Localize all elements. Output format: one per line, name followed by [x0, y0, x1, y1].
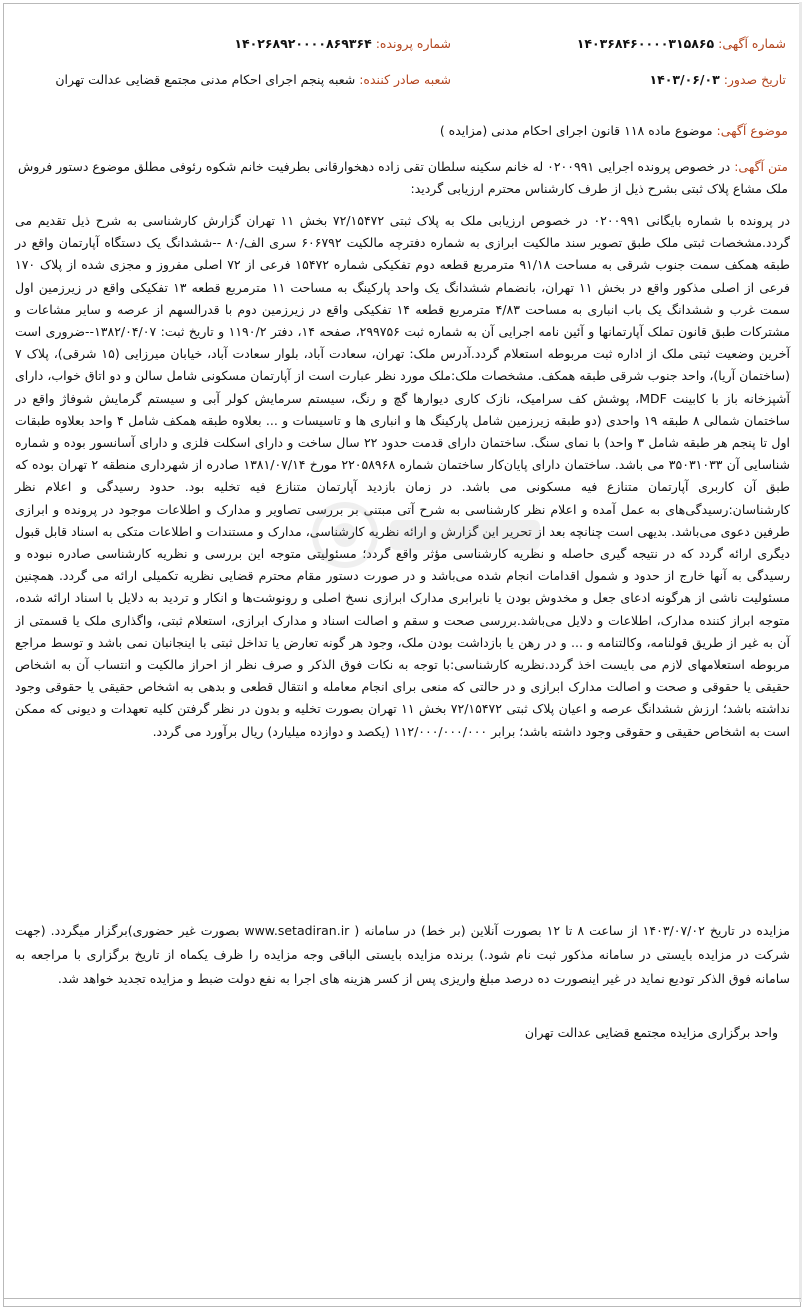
- ad-number-label: شماره آگهی:: [718, 36, 786, 51]
- case-number-row: [234, 36, 451, 51]
- ad-intro: [18, 156, 788, 200]
- issuer-row: [55, 72, 451, 87]
- ad-number-value: ۱۴۰۳۶۸۴۶۰۰۰۰۳۱۵۸۶۵: [576, 36, 715, 51]
- issuer-label: شعبه صادر کننده:: [359, 72, 451, 87]
- scroll-track: [799, 2, 802, 1302]
- issuer-value: شعبه پنجم اجرای احکام مدنی مجتمع قضایی عدالت تهران: [55, 72, 356, 87]
- subject-label: موضوع آگهی:: [716, 123, 788, 138]
- ad-number-row: [577, 36, 786, 51]
- organizer-signature: واحد برگزاری مزایده مجتمع قضایی عدالت تهران: [524, 1025, 778, 1040]
- ad-text-content: در خصوص پرونده اجرایی ۰۲۰۰۹۹۱ له خانم سکینه سلطان تقی زاده دهخوارقانی بطرفیت خانم شکوه رئوفی مطلق موضوع دستور فروش ملک مشاع پلاک ثبتی بشرح ذیل از طرف کارشناس محترم ارزیابی گردید:: [18, 159, 788, 196]
- issue-date-row: [650, 72, 786, 87]
- issue-date-label: تاریخ صدور:: [723, 72, 786, 87]
- ad-text-label: متن آگهی:: [734, 159, 788, 174]
- auction-details-text: مزایده در تاریخ ۱۴۰۳/۰۷/۰۲ از ساعت ۸ تا ۱۲ بصورت آنلاین (بر خط) در سامانه ( www.setadiran.ir بصورت غیر حضوری)برگزار میگردد. (جهت شرکت در مزایده بایستی در سامانه مذکور ثبت نام شود.) برنده مزایده بایستی الباقی وجه مزایده را ظرف یکماه از تاریخ برگزاری با مراجعه به سامانه فوق الذکر تودیع نماید در غیر اینصورت ده درصد مبلغ واریزی پس از کسر هزینه های اجرا به نفع دولت ضبط و مزایده تجدید خواهد شد.: [15, 923, 790, 986]
- issue-date-value: ۱۴۰۳/۰۶/۰۳: [649, 72, 720, 87]
- bottom-divider: [3, 1298, 801, 1299]
- subject-text: موضوع ماده ۱۱۸ قانون اجرای احکام مدنی (مزایده ): [439, 123, 713, 138]
- ad-subject: [440, 123, 788, 138]
- ad-header: [18, 32, 796, 102]
- case-number-label: شماره پرونده:: [375, 36, 451, 51]
- case-number-value: ۱۴۰۲۶۸۹۲۰۰۰۰۸۶۹۳۶۴: [234, 36, 372, 51]
- expert-report-text: در پرونده با شماره بایگانی ۰۲۰۰۹۹۱ در خصوص ارزیابی ملک به پلاک ثبتی ۷۲/۱۵۴۷۲ بخش ۱۱ تهران گزارش کارشناسی به شرح ذیل تقدیم می گردد.مشخصات ثبتی ملک طبق تصویر سند مالکیت ابرازی به شماره دفترچه مالکیت ۶۰۶۷۹۲ سری الف/۸۰ --ششدانگ یک دستگاه آپارتمان واقع در طبقه همکف سمت جنوب شرقی به مساحت ۹۱/۱۸ مترمربع قطعه دوم تفکیکی شماره ۱۵۴۷۲ فرعی از ۷۲ اصلی مفروز و مجزی شده از پلاک ۱۷۰ فرعی از اصلی مذکور واقع در بخش ۱۱ تهران، بانضمام ششدانگ یک واحد پارکینگ به مساحت ۱۱ مترمربع قطعه ۱۳ تفکیکی واقع در زیرزمین اول سمت غرب و ششدانگ یک باب انباری به مساحت ۴/۸۳ مترمربع قطعه ۱۴ تفکیکی واقع در زیرزمین دوم با قدرالسهم از عرصه و سایر مشاعات و مشترکات طبق قانون تملک آپارتمانها و آئین نامه اجرایی آن به شماره ثبت ۲۹۹۷۵۶، صفحه ۱۴، دفتر ۱۱۹۰/۲ و تاریخ ثبت: ۱۳۸۲/۰۴/۰۷--ضروری است آخرین وضعیت ثبتی ملک از اداره ثبت مربوطه استعلام گردد.آدرس ملک: تهران، سعادت آباد، بلوار سعادت آباد، خیابان میرزایی (۱۵ شرقی)، پلاک ۷ (ساختمان آریا)، واحد جنوب شرقی طبقه همکف. مشخصات ملک:ملک مورد نظر عبارت است از آپارتمان مسکونی شامل سالن و دو اتاق خواب، دارای آشپزخانه باز با کابینت MDF، پوشش کف سرامیک، نازک کاری دیوارها گچ و رنگ، سیستم سرمایش کولر آبی و سیستم گرمایش شوفاژ واقع در ساختمان شمالی ۸ طبقه ۱۹ واحدی (دو طبقه زیرزمین شامل پارکینگ ها و انباری ها و تاسیسات و ... بعلاوه طبقه همکف شامل ۴ واحد بعلاوه طبقات اول تا پنجم هر طبقه شامل ۳ واحد) با نمای سنگ. ساختمان دارای قدمت حدود ۲۲ سال ساخت و دارای اسکلت فلزی و دارای آسانسور بوده و شماره شناسایی آن ۳۵۰۳۱۰۳۳ می باشد. ساختمان دارای پایان‌کار ساختمان شماره ۲۲۰۵۸۹۶۸ مورخ ۱۳۸۱/۰۷/۱۴ صادره از شهرداری منطقه ۲ تهران بوده که طبق آن کاربری آپارتمان متنازع فیه مسکونی می باشد. در زمان بازدید آپارتمان متنازع فیه تخلیه بود. حدود رسیدگی و اعلام نظر کارشناسان:رسیدگی‌های به عمل آمده و اعلام نظر کارشناسی به شرح آتی مبتنی بر بررسی تصاویر و مدارک و اطلاعات موجود در پرونده و ابرازی طرفین دعوی می‌باشد. بدیهی است چنانچه بعد از تحریر این گزارش و ارائه نظریه کارشناسی، مدارک و مستندات و اطلاعات متکی به اسناد قابل قبول دیگری ارائه گردد که در نتیجه گیری حاصله و نظریه کارشناسی مؤثر واقع گردد؛ مسئولیتی متوجه این بررسی و نظریه کارشناسی صادره نبوده و رسیدگی به آنها خارج از حدود و شمول اقدامات انجام شده می‌باشد و در صورت دستور مقام محترم قضایی نظریه تکمیلی ارائه می گردد. همچنین مسئولیت ناشی از هرگونه ادعای جعل و مخدوش بودن یا نابرابری مدارک ابرازی نسخ اصلی و رونوشت‌ها و انکار و تردید به دلایل با اسناد ارائه شده، متوجه ابراز کننده مدارک، اطلاعات و دلایل می‌باشد.بررسی صحت و سقم و اصالت اسناد و مدارک ابرازی، استعلام ثبتی، واگذاری ملک یا قسمتی از آن به غیر از طریق قولنامه، وکالتنامه و ... و در رهن یا بازداشت بودن ملک، وجود هر گونه تعارض یا تداخل ثبتی با اینجانبان نمی باشد و توسط مراجع مربوطه استعلامهای لازم می بایست اخذ گردد.نظریه کارشناسی:با توجه به نکات فوق الذکر و صرف نظر از احراز مالکیت و انتساب آن به اشخاص حقیقی یا حقوقی و صحت و اصالت مدارک ابرازی و در حالتی که منعی برای انجام معامله و انتقال قطعی و بدهی به اشخاص حقیقی یا حقوقی وجود نداشته باشد؛ ارزش ششدانگ عرصه و اعیان پلاک ثبتی ۷۲/۱۵۴۷۲ بخش ۱۱ تهران بصورت تخلیه و بدون در نظر گرفتن کلیه تعهدات و دیونی که ممکن است به اشخاص حقیقی و حقوقی وجود داشته باشد؛ برابر ۱۱۲/۰۰۰/۰۰۰/۰۰۰ (یکصد و دوازده میلیارد) ریال برآورد می گردد.: [15, 213, 791, 739]
